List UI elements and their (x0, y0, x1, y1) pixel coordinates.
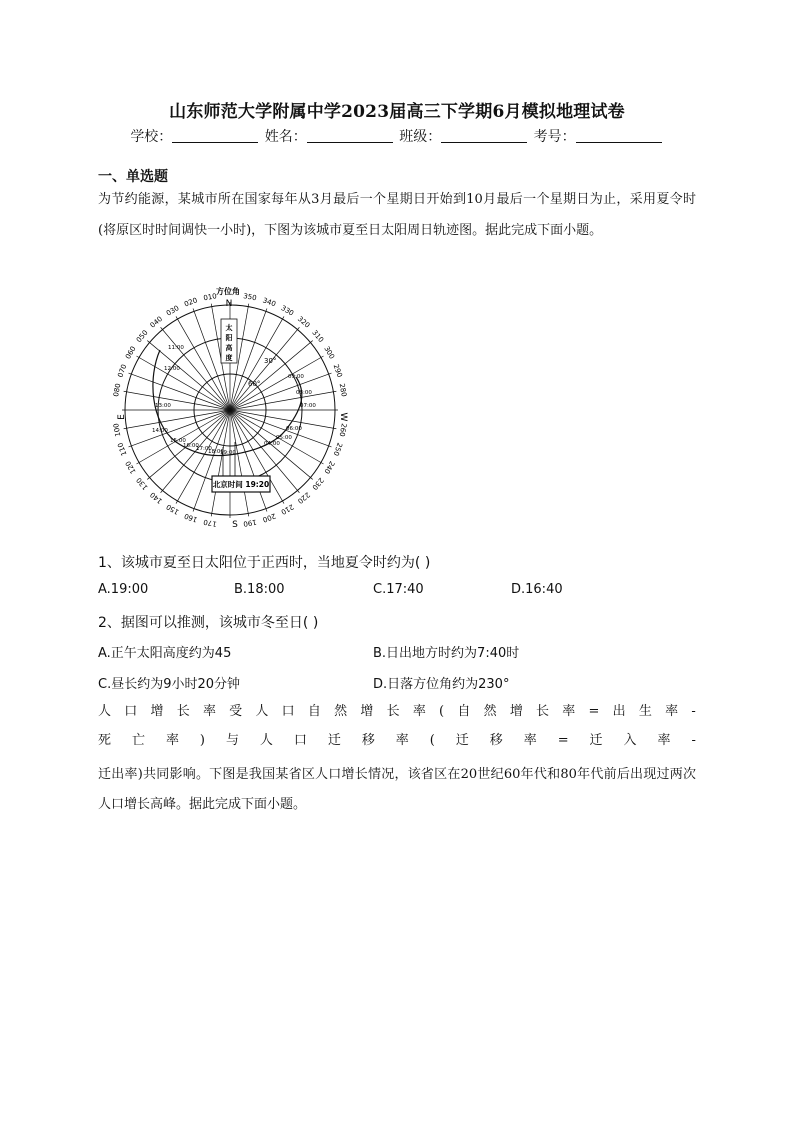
sun-hour-label: 08:00 (296, 390, 312, 396)
passage-2-line-2-char: 迁 (327, 733, 341, 748)
question-1-stem: 1、该城市夏至日太阳位于正西时，当地夏令时约为( ) (98, 555, 431, 571)
sun-hour-label: 18:00 (208, 449, 224, 455)
sun-hour-label: 13:00 (155, 403, 171, 409)
azimuth-tick-label: 030 (164, 304, 181, 318)
passage-2-line-1-char: 自 (457, 704, 471, 719)
north-label: N (225, 299, 233, 309)
azimuth-tick-label: 220 (295, 490, 312, 506)
passage-2-line-2-char: ( (429, 733, 435, 748)
azimuth-tick-label: 080 (112, 382, 123, 398)
q1-option-a[interactable]: A.19:00 (98, 582, 149, 597)
q2-option-a[interactable]: A.正午太阳高度约为45 (98, 646, 232, 661)
passage-2-line-2-char: 迁 (455, 733, 469, 748)
page-title: 山东师范大学附属中学2023届高三下学期6月模拟地理试卷 (169, 102, 625, 122)
azimuth-tick-label: 140 (148, 490, 165, 506)
class-label: 班级： (399, 129, 442, 145)
passage-2-line-1-char: 率 (562, 704, 576, 719)
sun-hour-label: 09:00 (288, 374, 304, 380)
passage-2-line-1-char: ( (439, 704, 445, 719)
azimuth-tick-label: 260 (337, 422, 348, 438)
altitude-char-1: 太 (225, 324, 233, 332)
azimuth-tick-label: 010 (202, 292, 218, 303)
q1-option-d[interactable]: D.16:40 (511, 582, 563, 597)
q1-option-b[interactable]: B.18:00 (234, 582, 285, 597)
passage-2-line-1-char: 自 (307, 704, 321, 719)
sun-hour-label: 19:00 (220, 450, 236, 456)
sun-hour-label: 15:00 (170, 438, 186, 444)
azimuth-tick-label: 150 (164, 502, 181, 516)
azimuth-tick-label: 320 (295, 314, 312, 330)
passage-2-line-1 (98, 702, 696, 731)
passage-2-line-2-char: - (691, 733, 696, 748)
passage-2-line-1-char: 长 (536, 704, 550, 719)
sun-hour-label: 07:00 (300, 403, 316, 409)
q2-option-d[interactable]: D.日落方位角约为230° (373, 677, 510, 692)
azimuth-tick-label: 340 (261, 296, 277, 309)
passage-2-line-1-char: 长 (386, 704, 400, 719)
azimuth-tick-label: 130 (134, 475, 150, 492)
passage-2-line-2-char: 率 (165, 733, 179, 748)
azimuth-tick-label: 310 (310, 328, 326, 345)
name-blank[interactable] (307, 128, 393, 143)
passage-2-line-1-char: 口 (281, 704, 295, 719)
azimuth-tick-label: 250 (331, 441, 344, 457)
q2-option-c[interactable]: C.昼长约为9小时20分钟 (98, 677, 241, 692)
passage-2-line-1-char: 生 (638, 704, 652, 719)
sun-hour-label: 16:00 (183, 443, 199, 449)
passage-2-line-2-char: 率 (657, 733, 671, 748)
sun-hour-label: 11:00 (168, 345, 184, 351)
passage-2-line-2-char: 人 (259, 733, 273, 748)
sun-hour-label: 05:00 (276, 435, 292, 441)
passage-2-line-1-char: 率 (202, 704, 216, 719)
passage-2-line-1-char: 然 (483, 704, 497, 719)
q1-option-c[interactable]: C.17:40 (373, 582, 424, 597)
passage-2-line-2-char: 移 (361, 733, 375, 748)
passage-2-line-1-char: 增 (360, 704, 374, 719)
azimuth-tick-label: 290 (331, 363, 344, 379)
passage-2-line-1-char: - (691, 704, 696, 719)
azimuth-tick-label: 120 (124, 459, 138, 476)
passage-2-line-2-char: ) (199, 733, 205, 748)
passage-2-line-2-char: = (557, 733, 569, 748)
passage-2 (98, 702, 696, 820)
passage-2-rest: 迁出率)共同影响。下图是我国某省区人口增长情况，该省区在20世纪60年代和80年代前后出现过两次人口增长高峰。据此完成下面小题。 (98, 767, 696, 812)
azimuth-tick-label: 190 (242, 517, 258, 528)
passage-2-line-2-char: 率 (523, 733, 537, 748)
exam-number-blank[interactable] (576, 128, 662, 143)
school-blank[interactable] (172, 128, 258, 143)
class-blank[interactable] (441, 128, 527, 143)
student-info-line (0, 126, 794, 146)
figure-heading: 方位角 (216, 287, 240, 296)
passage-2-line-2-char: 与 (225, 733, 239, 748)
question-2-stem: 2、据图可以推测，该城市冬至日( ) (98, 615, 319, 631)
q2-option-b[interactable]: B.日出地方时约为7:40时 (373, 646, 520, 661)
beijing-time-label: 北京时间 19:20 (212, 480, 270, 489)
sun-hour-label: 04:00 (264, 441, 280, 447)
sun-path-svg (108, 282, 358, 532)
passage-2-line-1-char: 增 (150, 704, 164, 719)
azimuth-tick-label: 210 (279, 502, 296, 516)
passage-2-line-2-char: 率 (395, 733, 409, 748)
passage-2-line-1-char: 人 (98, 704, 112, 719)
passage-2-line-1-char: 受 (229, 704, 243, 719)
azimuth-tick-label: 110 (116, 441, 129, 457)
altitude-char-2: 阳 (225, 334, 233, 342)
azimuth-tick-label: 240 (322, 459, 336, 476)
sun-hour-label: 12:00 (164, 366, 180, 372)
azimuth-tick-label: 060 (124, 344, 138, 361)
altitude-char-4: 度 (225, 354, 233, 362)
section-heading: 一、单选题 (98, 169, 168, 185)
azimuth-tick-label: 200 (261, 511, 277, 524)
east-label: E (117, 414, 127, 420)
azimuth-tick-label: 020 (183, 296, 199, 309)
azimuth-tick-label: 160 (183, 511, 199, 524)
passage-2-line-2-char: 亡 (131, 733, 145, 748)
passage-2-line-1-char: 率 (412, 704, 426, 719)
exam-number-label: 考号： (533, 129, 576, 145)
passage-2-line-1-char: 出 (612, 704, 626, 719)
passage-2-line-1-char: 增 (509, 704, 523, 719)
passage-2-line-1-char: 长 (176, 704, 190, 719)
azimuth-tick-label: 280 (337, 382, 348, 398)
school-label: 学校： (130, 129, 173, 145)
azimuth-tick-label: 100 (112, 422, 123, 438)
azimuth-tick-label: 350 (242, 292, 258, 303)
passage-2-line-2-char: 入 (623, 733, 637, 748)
azimuth-tick-label: 300 (322, 344, 336, 361)
altitude-30-label: 30° (264, 357, 277, 365)
name-label: 姓名： (264, 129, 307, 145)
passage-2-line-1-char: 然 (334, 704, 348, 719)
passage-2-line-2 (98, 731, 696, 760)
azimuth-tick-label: 050 (134, 328, 150, 345)
passage-2-line-2-char: 口 (293, 733, 307, 748)
azimuth-tick-label: 170 (202, 517, 218, 528)
altitude-char-3: 高 (225, 344, 233, 352)
passage-2-line-1-char: 口 (124, 704, 138, 719)
sun-hour-label: 17:00 (196, 446, 212, 452)
azimuth-tick-label: 070 (116, 363, 129, 379)
passage-2-line-1-char: 率 (665, 704, 679, 719)
sun-path-diagram (108, 282, 358, 532)
azimuth-tick-label: 230 (310, 475, 326, 492)
altitude-60-label: 60° (248, 380, 261, 388)
sun-hour-label: 14:00 (152, 428, 168, 434)
passage-2-line-1-char: = (588, 704, 600, 719)
passage-2-line-2-char: 死 (98, 733, 112, 748)
azimuth-tick-label: 040 (148, 314, 165, 330)
passage-2-line-1-char: 人 (255, 704, 269, 719)
passage-2-line-2-char: 迁 (589, 733, 603, 748)
azimuth-tick-label: 330 (279, 304, 296, 318)
sun-hour-label: 06:00 (286, 426, 302, 432)
west-label: W (338, 412, 348, 422)
passage-1: 为节约能源，某城市所在国家每年从3月最后一个星期日开始到10月最后一个星期日为止，采用夏令时(将原区时时间调快一小时)，下图为该城市夏至日太阳周日轨迹图。据此完成下面小题。 (98, 192, 696, 238)
south-label: S (232, 520, 238, 530)
passage-2-line-2-char: 移 (489, 733, 503, 748)
